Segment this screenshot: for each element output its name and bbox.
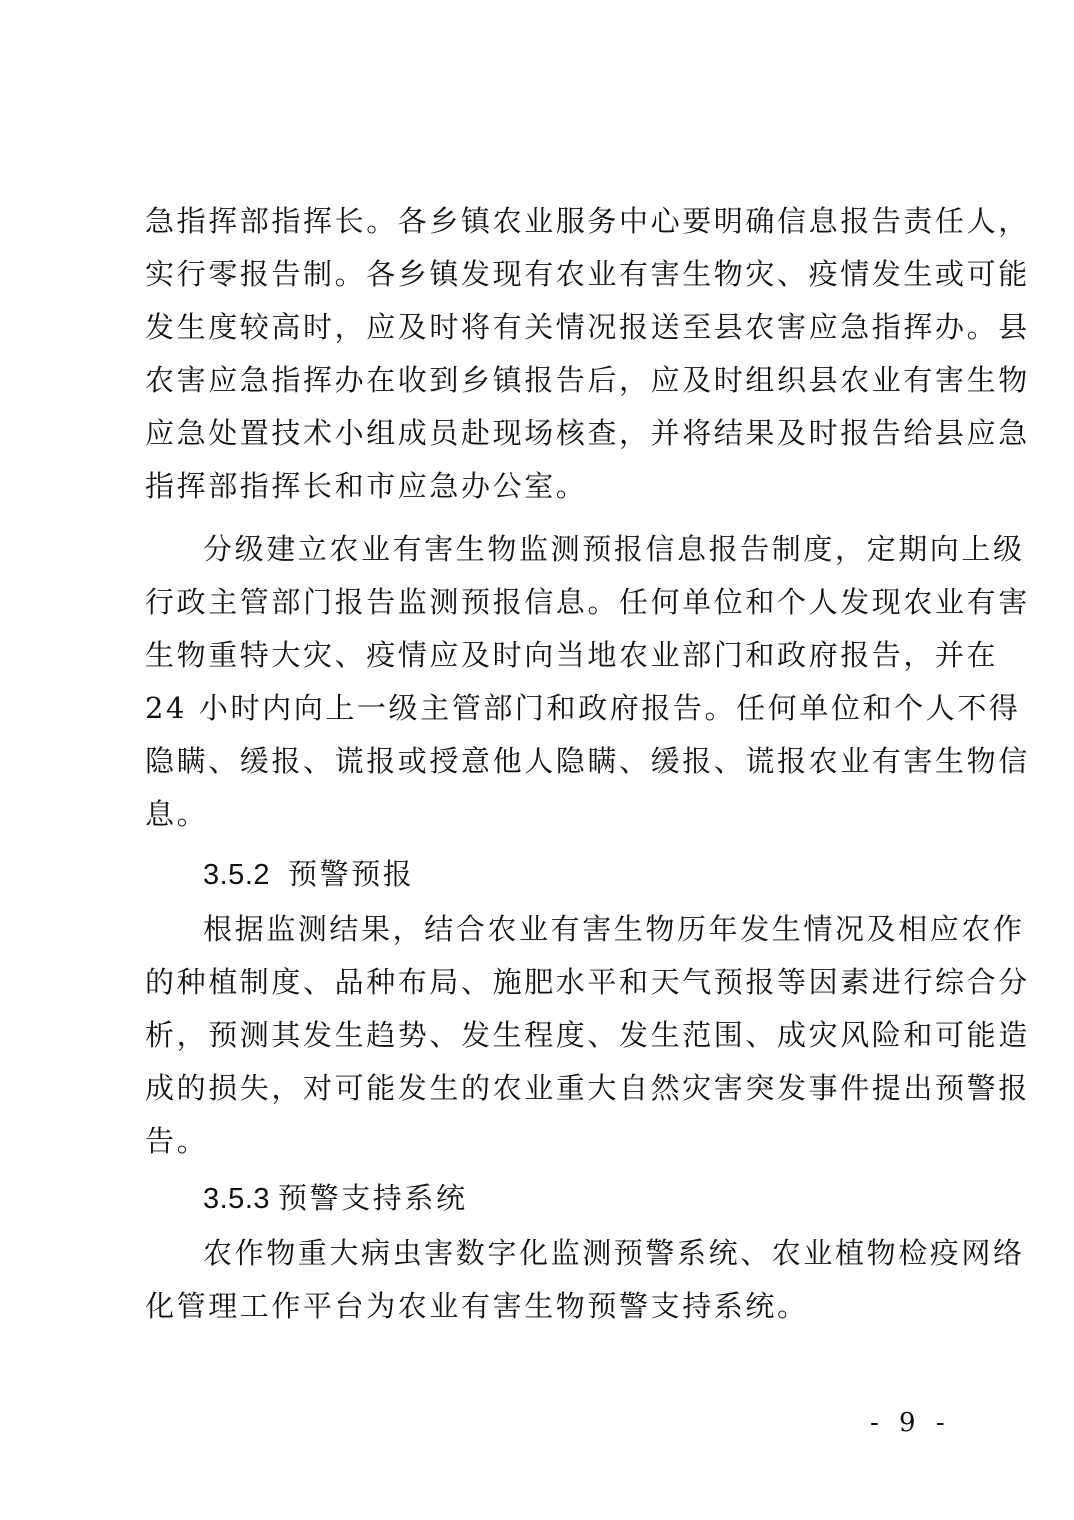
paragraph-line: 根据监测结果，结合农业有害生物历年发生情况及相应农作: [203, 912, 1025, 946]
paragraph-line: 析，预测其发生趋势、发生程度、发生范围、成灾风险和可能造: [145, 1018, 1030, 1052]
paragraph-line: 应急处置技术小组成员赴现场核查，并将结果及时报告给县应急: [145, 416, 1030, 450]
paragraph-line: 成的损失，对可能发生的农业重大自然灾害突发事件提出预警报: [145, 1071, 1030, 1105]
paragraph-line: 农害应急指挥办在收到乡镇报告后，应及时组织县农业有害生物: [145, 363, 1030, 397]
paragraph-3: [145, 903, 1030, 1168]
paragraph-4: [145, 1227, 1025, 1333]
section-title: 预警支持系统: [278, 1181, 468, 1215]
paragraph-line: 24 小时内向上一级主管部门和政府报告。任何单位和个人不得: [145, 691, 1021, 725]
paragraph-line: 指挥部指挥长和市应急办公室。: [145, 469, 588, 503]
paragraph-line: 的种植制度、品种布局、施肥水平和天气预报等因素进行综合分: [145, 965, 1030, 999]
paragraph-line: 告。: [145, 1124, 209, 1158]
paragraph-line: 化管理工作平台为农业有害生物预警支持系统。: [145, 1289, 809, 1323]
paragraph-line: 实行零报告制。各乡镇发现有农业有害生物灾、疫情发生或可能: [145, 257, 1030, 291]
paragraph-line: 息。: [145, 797, 209, 831]
section-heading-3-5-2: [145, 848, 945, 901]
paragraph-line: 农作物重大病虫害数字化监测预警系统、农业植物检疫网络: [203, 1236, 1025, 1270]
paragraph-line: 急指挥部指挥长。各乡镇农业服务中心要明确信息报告责任人，: [145, 204, 1030, 238]
page-number: - 9 -: [870, 1408, 951, 1438]
section-number: 3.5.3: [203, 1183, 270, 1215]
section-number: 3.5.2: [203, 859, 270, 891]
section-title: 预警预报: [288, 857, 415, 891]
section-heading-3-5-3: [145, 1172, 945, 1225]
paragraph-2: [145, 523, 1030, 841]
paragraph-line: 分级建立农业有害生物监测预报信息报告制度，定期向上级: [203, 532, 1025, 566]
paragraph-line: 发生度较高时，应及时将有关情况报送至县农害应急指挥办。县: [145, 310, 1030, 344]
paragraph-1: [145, 195, 1030, 513]
paragraph-line: 行政主管部门报告监测预报信息。任何单位和个人发现农业有害: [145, 585, 1030, 619]
paragraph-line: 生物重特大灾、疫情应及时向当地农业部门和政府报告，并在: [145, 638, 999, 672]
paragraph-line: 隐瞒、缓报、谎报或授意他人隐瞒、缓报、谎报农业有害生物信: [145, 744, 1030, 778]
